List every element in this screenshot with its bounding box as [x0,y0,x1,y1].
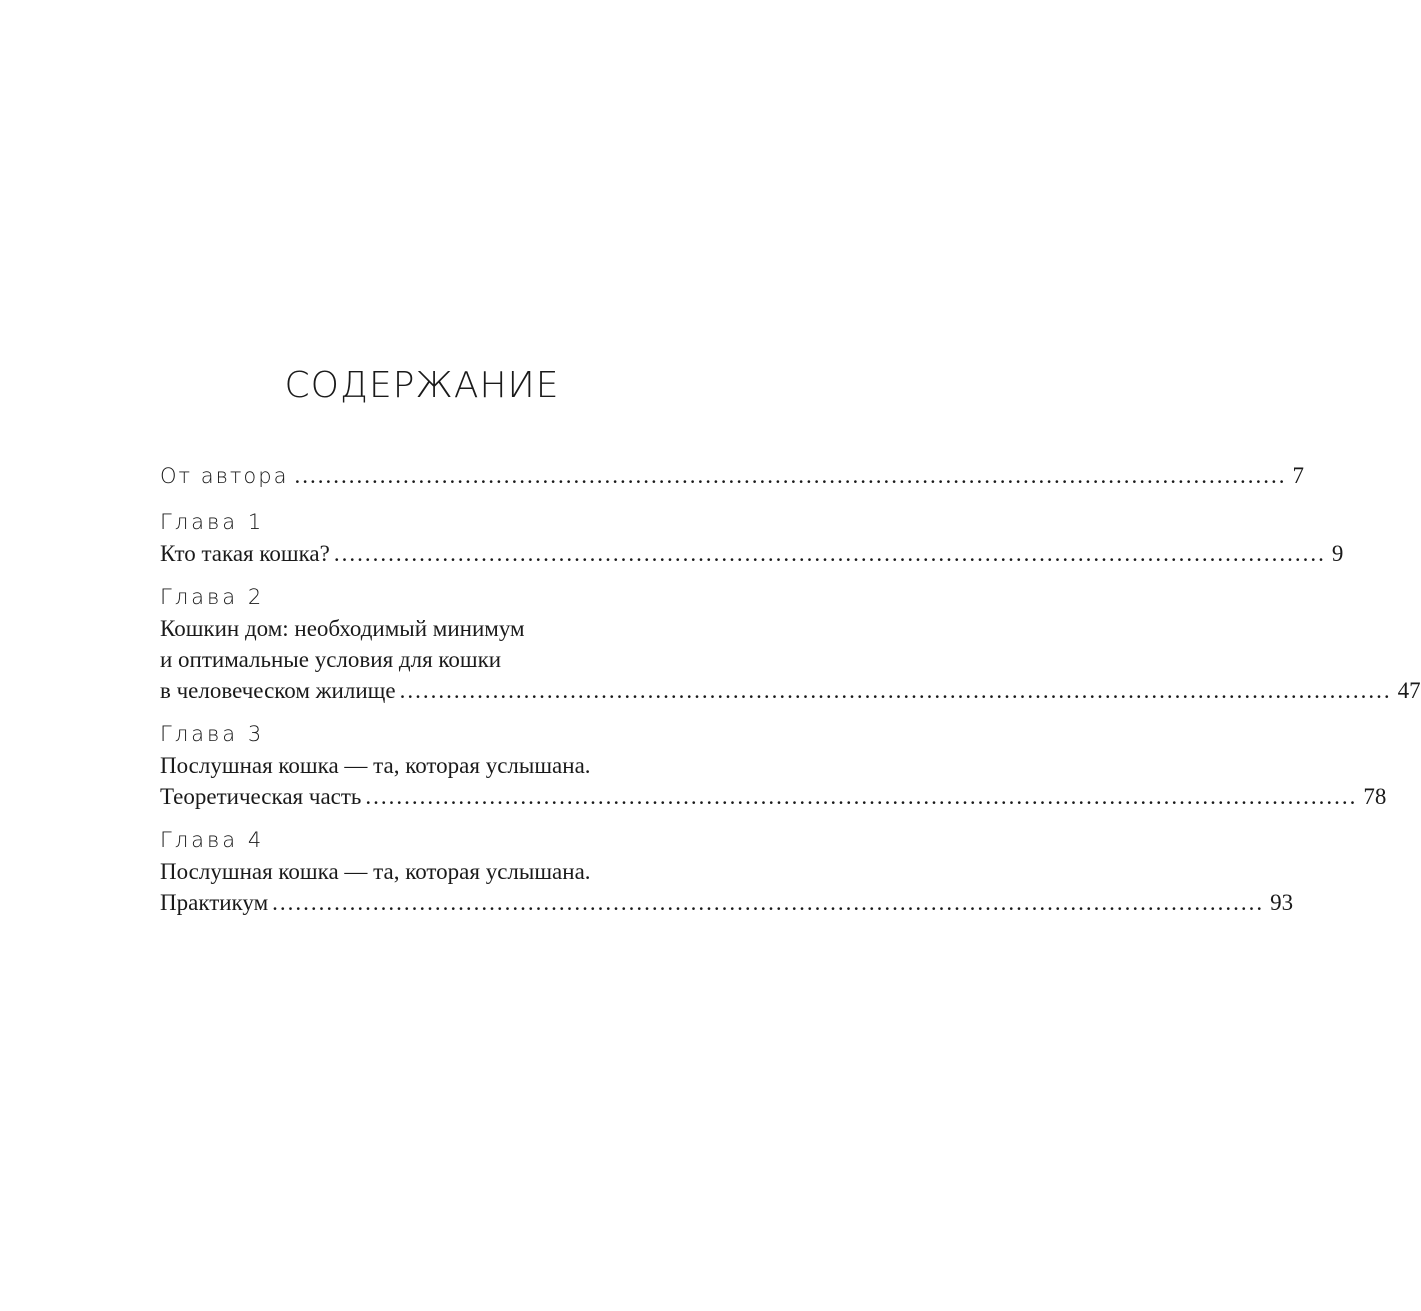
toc-entry-title-line: и оптимальные условия для кошки [160,647,502,672]
dot-leader: ................................................................................................................................ [272,890,1265,915]
dot-leader: ................................................................................................................................ [365,784,1358,809]
table-of-contents [160,458,1421,918]
toc-entry-chapter-2[interactable] [160,581,1421,706]
toc-page-number: 9 [1331,541,1344,566]
toc-entry-title-line: Кошкин дом: необходимый минимум [160,616,525,641]
toc-entry-title: От автора [160,464,289,488]
chapter-label: Глава 1 [160,510,265,534]
toc-entry-chapter-3[interactable] [160,718,1387,812]
chapter-label: Глава 2 [160,585,265,609]
chapter-label: Глава 3 [160,722,265,746]
toc-page-number: 93 [1270,890,1294,915]
toc-entry-title: Кто такая кошка? [160,541,330,566]
toc-page-number: 7 [1292,463,1306,488]
toc-page-number: 47 [1397,678,1421,703]
toc-entry-title-line: Теоретическая часть [160,784,362,809]
page-title: СОДЕРЖАНИЕ [284,365,560,406]
dot-leader: ................................................................................................................................ [294,463,1287,488]
toc-entry-chapter-1[interactable] [160,506,1344,569]
toc-entry-intro[interactable] [160,458,1306,494]
toc-entry-title-line: Послушная кошка — та, которая услышана. [160,859,591,884]
chapter-label: Глава 4 [160,828,265,852]
dot-leader: ................................................................................................................................ [399,678,1392,703]
toc-entry-title-line: в человеческом жилище [160,678,396,703]
dot-leader: ................................................................................................................................ [333,541,1326,566]
toc-entry-title-line: Практикум [160,890,269,915]
toc-entry-chapter-4[interactable] [160,824,1294,918]
toc-page-number: 78 [1363,784,1387,809]
toc-entry-title-line: Послушная кошка — та, которая услышана. [160,753,591,778]
